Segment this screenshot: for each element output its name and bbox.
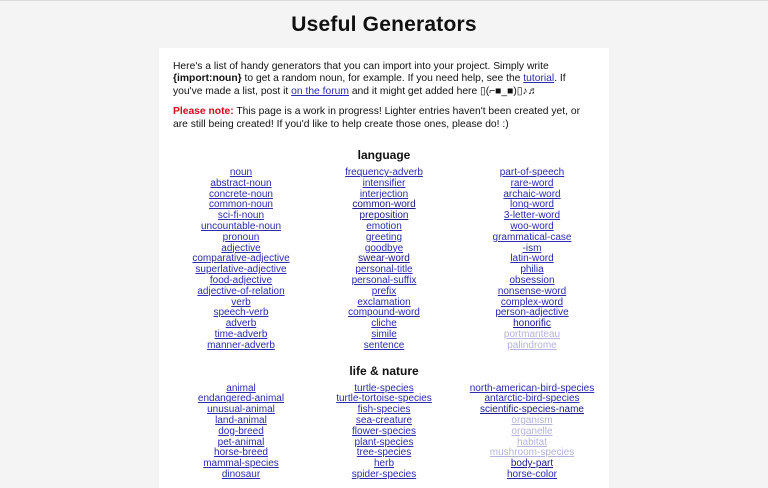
generator-link-endangered-animal[interactable]: endangered-animal — [197, 393, 285, 405]
content-panel — [159, 48, 609, 488]
generator-link-concrete-noun[interactable]: concrete-noun — [209, 188, 273, 200]
section-title: language — [357, 148, 411, 163]
generator-link-uncountable-noun[interactable]: uncountable-noun — [200, 221, 282, 233]
generator-link-horse-breed[interactable]: horse-breed — [214, 447, 268, 459]
generator-column — [308, 168, 460, 352]
section-language — [173, 148, 595, 352]
generator-link-plant-species[interactable]: plant-species — [354, 436, 414, 448]
generator-link-rare-word[interactable]: rare-word — [510, 177, 554, 189]
intro-text: Here's a list of handy generators that you can import into your project. Simply write — [173, 61, 549, 72]
generator-column — [308, 384, 460, 481]
generator-link-north-american-bird-species[interactable]: north-american-bird-species — [469, 382, 595, 394]
generator-link-mushroom-species[interactable]: mushroom-species — [489, 447, 575, 459]
generator-link-honorific[interactable]: honorific — [513, 318, 551, 330]
generator-column — [460, 384, 604, 481]
generator-link-antarctic-bird-species[interactable]: antarctic-bird-species — [484, 393, 580, 405]
generator-link-land-animal[interactable]: land-animal — [215, 414, 267, 426]
generator-link-part-of-speech[interactable]: part-of-speech — [499, 167, 565, 179]
generator-link-person-adjective[interactable]: person-adjective — [495, 307, 569, 319]
generator-link-prefix[interactable]: prefix — [371, 285, 397, 297]
generator-link-woo-word[interactable]: woo-word — [510, 221, 554, 233]
generator-link-personal-title[interactable]: personal-title — [355, 264, 413, 276]
generator-link-organelle[interactable]: organelle — [511, 425, 553, 437]
generator-grid — [174, 168, 595, 352]
generator-link-emotion[interactable]: emotion — [366, 221, 402, 233]
generator-link-complex-word[interactable]: complex-word — [500, 296, 564, 308]
generator-link-animal[interactable]: animal — [226, 382, 256, 394]
generator-link-time-adverb[interactable]: time-adverb — [214, 328, 268, 340]
generator-link-mammal-species[interactable]: mammal-species — [203, 458, 279, 470]
generator-link-greeting[interactable]: greeting — [365, 231, 403, 243]
generator-link-fish-species[interactable]: fish-species — [357, 404, 411, 416]
generator-link-turtle-species[interactable]: turtle-species — [354, 382, 414, 394]
generator-link-turtle-tortoise-species[interactable]: turtle-tortoise-species — [336, 393, 432, 405]
generator-link-palindrome[interactable]: palindrome — [507, 339, 557, 351]
generator-link-dog-breed[interactable]: dog-breed — [218, 425, 264, 437]
generator-link-exclamation[interactable]: exclamation — [357, 296, 411, 308]
tutorial-link[interactable]: tutorial — [523, 73, 555, 85]
generator-link-superlative-adjective[interactable]: superlative-adjective — [195, 264, 287, 276]
generator-link-adverb[interactable]: adverb — [225, 318, 257, 330]
generator-link-common-word[interactable]: common-word — [352, 199, 416, 211]
generator-link-intensifier[interactable]: intensifier — [362, 177, 406, 189]
generator-link-archaic-word[interactable]: archaic-word — [503, 188, 561, 200]
generator-link--ism[interactable]: -ism — [522, 242, 542, 254]
note-label: Please note: — [173, 106, 234, 118]
generator-link-simile[interactable]: simile — [371, 328, 397, 340]
page-title: Useful Generators — [291, 13, 477, 36]
generator-link-frequency-adverb[interactable]: frequency-adverb — [345, 167, 423, 179]
generator-link-personal-suffix[interactable]: personal-suffix — [351, 275, 417, 286]
generator-link-sentence[interactable]: sentence — [363, 339, 405, 351]
intro-text: and it might get added here ▯(⌐■_■)▯♪♬ — [348, 85, 538, 97]
generator-link-pet-animal[interactable]: pet-animal — [217, 436, 265, 448]
forum-link[interactable]: on the forum — [291, 85, 349, 97]
generator-link-sci-fi-noun[interactable]: sci-fi-noun — [217, 210, 265, 222]
generator-link-habitat[interactable]: habitat — [516, 436, 548, 448]
generator-link-cliche[interactable]: cliche — [371, 318, 397, 330]
generator-link-philia[interactable]: philia — [520, 264, 544, 276]
generator-link-preposition[interactable]: preposition — [359, 210, 409, 222]
generator-link-portmanteau[interactable]: portmanteau — [503, 328, 561, 340]
generator-link-horse-color[interactable]: horse-color — [506, 468, 558, 480]
generator-link-3-letter-word[interactable]: 3-letter-word — [503, 210, 561, 222]
generator-link-food-adjective[interactable]: food-adjective — [209, 275, 273, 286]
generator-link-tree-species[interactable]: tree-species — [356, 447, 412, 459]
generator-link-manner-adverb[interactable]: manner-adverb — [207, 339, 275, 351]
generator-link-interjection[interactable]: interjection — [359, 188, 409, 200]
generator-grid — [174, 384, 595, 481]
generator-link-obsession[interactable]: obsession — [509, 275, 555, 286]
section-life-nature — [173, 364, 595, 481]
generator-link-grammatical-case[interactable]: grammatical-case — [492, 231, 572, 243]
generator-link-verb[interactable]: verb — [231, 296, 251, 308]
generator-link-adjective[interactable]: adjective — [221, 242, 261, 254]
generator-link-dinosaur[interactable]: dinosaur — [221, 468, 261, 480]
generator-link-adjective-of-relation[interactable]: adjective-of-relation — [197, 285, 285, 297]
intro-paragraph — [173, 61, 595, 98]
generator-link-body-part[interactable]: body-part — [510, 458, 554, 470]
generator-link-pronoun[interactable]: pronoun — [222, 231, 260, 243]
generator-link-flower-species[interactable]: flower-species — [352, 425, 416, 437]
intro-text: to get a random noun, for example. If you need help, see the — [241, 73, 524, 85]
generator-link-sea-creature[interactable]: sea-creature — [355, 414, 413, 426]
generator-column — [174, 168, 308, 352]
generator-link-goodbye[interactable]: goodbye — [364, 242, 404, 254]
generator-link-abstract-noun[interactable]: abstract-noun — [210, 177, 272, 189]
generator-link-compound-word[interactable]: compound-word — [348, 307, 420, 319]
generator-link-herb[interactable]: herb — [373, 458, 394, 470]
note-paragraph — [173, 106, 595, 131]
note-text: This page is a work in progress! Lighter entries haven't been created yet, or are still being created! If you'd like to help create those ones, please do! :) — [173, 106, 581, 130]
generator-link-spider-species[interactable]: spider-species — [351, 468, 417, 480]
generator-link-scientific-species-name[interactable]: scientific-species-name — [480, 404, 584, 416]
generator-column — [174, 384, 308, 481]
generator-link-common-noun[interactable]: common-noun — [209, 199, 273, 211]
generator-column — [460, 168, 604, 352]
intro-text: . If you've made a list, post it — [173, 73, 566, 97]
generator-link-unusual-animal[interactable]: unusual-animal — [207, 404, 275, 416]
import-code-example: {import:noun} — [173, 73, 242, 85]
generator-link-latin-word[interactable]: latin-word — [510, 253, 554, 265]
generator-link-swear-word[interactable]: swear-word — [358, 253, 410, 265]
section-title: life & nature — [349, 363, 419, 378]
generator-link-speech-verb[interactable]: speech-verb — [213, 307, 269, 319]
generator-link-nonsense-word[interactable]: nonsense-word — [497, 285, 567, 297]
generator-link-noun[interactable]: noun — [229, 167, 253, 179]
generator-link-organism[interactable]: organism — [511, 414, 553, 426]
generator-link-long-word[interactable]: long-word — [510, 199, 554, 211]
generator-link-comparative-adjective[interactable]: comparative-adjective — [192, 253, 290, 265]
